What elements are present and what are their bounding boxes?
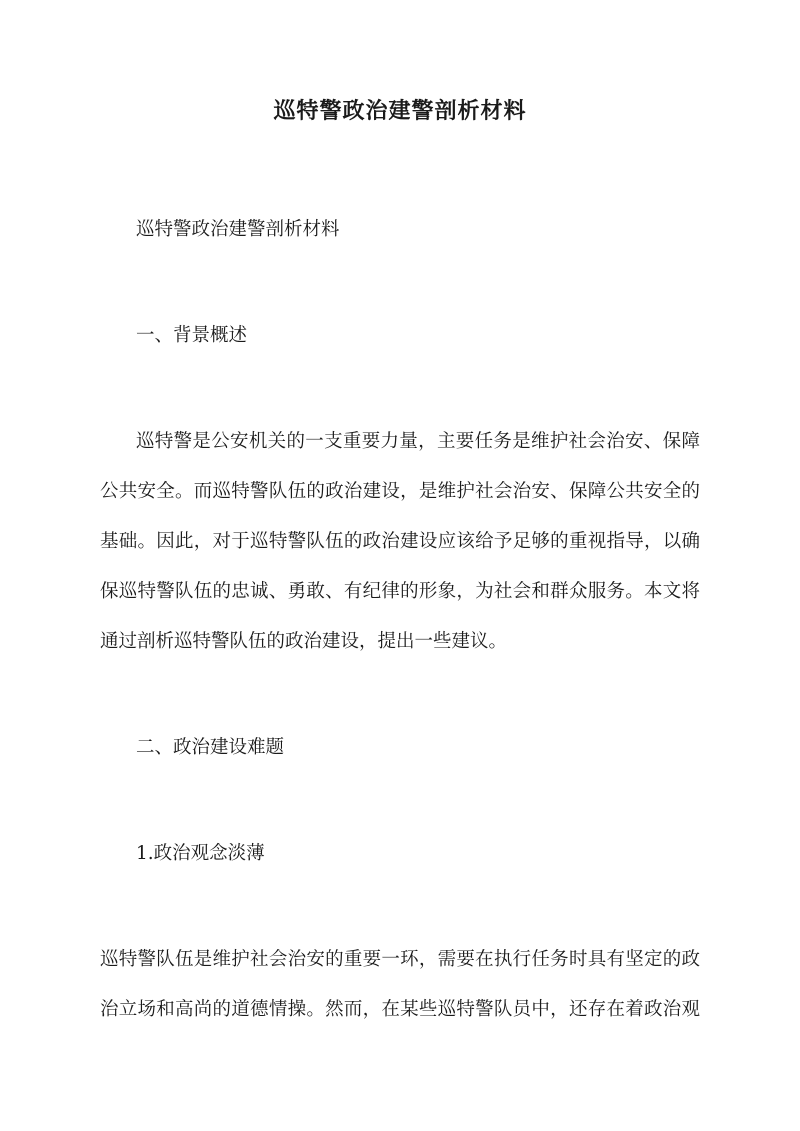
section-1-line-2: 公共安全。而巡特警队伍的政治建设，是维护社会治安、保障公共安全的 [100, 481, 700, 502]
document-subtitle: 巡特警政治建警剖析材料 [136, 219, 340, 240]
section-1-line-4: 保巡特警队伍的忠诚、勇敢、有纪律的形象，为社会和群众服务。本文将 [100, 581, 700, 602]
section-2-heading: 二、政治建设难题 [136, 737, 285, 758]
section-1-line-1: 巡特警是公安机关的一支重要力量，主要任务是维护社会治安、保障 [136, 431, 700, 452]
subsection-1-line-1: 巡特警队伍是维护社会治安的重要一环，需要在执行任务时具有坚定的政 [100, 949, 700, 970]
subsection-1-heading: 1.政治观念淡薄 [136, 843, 265, 864]
document-title: 巡特警政治建警剖析材料 [273, 98, 527, 124]
section-1-line-3: 基础。因此，对于巡特警队伍的政治建设应该给予足够的重视指导，以确 [100, 531, 700, 552]
section-1-heading: 一、背景概述 [136, 325, 248, 346]
subsection-1-line-2: 治立场和高尚的道德情操。然而，在某些巡特警队员中，还存在着政治观 [100, 999, 700, 1020]
section-1-line-5: 通过剖析巡特警队伍的政治建设，提出一些建议。 [100, 631, 508, 652]
